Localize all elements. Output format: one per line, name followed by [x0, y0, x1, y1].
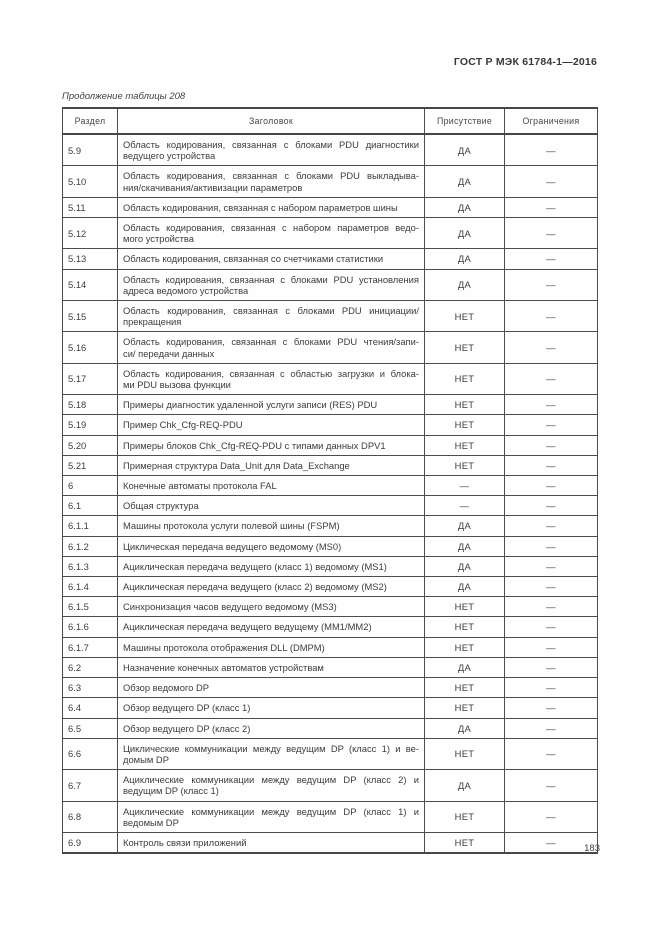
section-cell: 6.6 [63, 738, 118, 769]
restrictions-cell: — [505, 770, 598, 801]
section-cell: 5.12 [63, 218, 118, 249]
section-cell: 5.14 [63, 269, 118, 300]
table-row [63, 698, 598, 718]
section-cell: 6.3 [63, 678, 118, 698]
title-cell [118, 637, 425, 657]
title-cell [118, 249, 425, 269]
restrictions-cell: — [505, 496, 598, 516]
title-line: Ациклические коммуникации между ведущим DP (класс 2) и [123, 774, 419, 786]
presence-cell: ДА [425, 536, 505, 556]
restrictions-cell: — [505, 435, 598, 455]
restrictions-cell: — [505, 617, 598, 637]
restrictions-cell: — [505, 577, 598, 597]
table-header-row [63, 108, 598, 134]
presence-cell: НЕТ [425, 698, 505, 718]
restrictions-cell: — [505, 738, 598, 769]
section-cell: 6.1.2 [63, 536, 118, 556]
restrictions-cell: — [505, 395, 598, 415]
restrictions-cell: — [505, 134, 598, 166]
table-row [63, 617, 598, 637]
restrictions-cell: — [505, 415, 598, 435]
section-cell: 5.15 [63, 301, 118, 332]
section-cell: 6.9 [63, 832, 118, 853]
presence-cell: НЕТ [425, 363, 505, 394]
table-row [63, 476, 598, 496]
table-row [63, 637, 598, 657]
table-row [63, 496, 598, 516]
section-cell: 6.1 [63, 496, 118, 516]
section-cell: 6.2 [63, 657, 118, 677]
restrictions-cell: — [505, 166, 598, 197]
presence-cell: НЕТ [425, 455, 505, 475]
restrictions-cell: — [505, 678, 598, 698]
presence-cell: НЕТ [425, 617, 505, 637]
conformance-table [62, 107, 598, 854]
table-caption: Продолжение таблицы 208 [62, 91, 186, 102]
section-cell: 6 [63, 476, 118, 496]
title-cell [118, 166, 425, 197]
presence-cell: НЕТ [425, 801, 505, 832]
restrictions-cell: — [505, 832, 598, 853]
table-row [63, 577, 598, 597]
title-line: си/ передачи данных [123, 347, 215, 359]
title-cell [118, 415, 425, 435]
restrictions-cell: — [505, 332, 598, 363]
section-cell: 6.8 [63, 801, 118, 832]
restrictions-cell: — [505, 801, 598, 832]
presence-cell: ДА [425, 718, 505, 738]
title-cell [118, 496, 425, 516]
presence-cell: НЕТ [425, 637, 505, 657]
title-cell [118, 476, 425, 496]
presence-cell: НЕТ [425, 678, 505, 698]
table-row [63, 536, 598, 556]
table-row [63, 395, 598, 415]
presence-cell: ДА [425, 657, 505, 677]
presence-cell: НЕТ [425, 435, 505, 455]
title-line: Ациклическая передача ведущего ведущему (MM1/MM2) [123, 621, 372, 633]
section-cell: 5.19 [63, 415, 118, 435]
presence-cell: — [425, 496, 505, 516]
table-row [63, 363, 598, 394]
title-cell [118, 516, 425, 536]
section-cell: 6.1.1 [63, 516, 118, 536]
title-line: мого устройства [123, 233, 194, 245]
doc-header: ГОСТ Р МЭК 61784-1—2016 [453, 56, 597, 68]
restrictions-cell: — [505, 556, 598, 576]
restrictions-cell: — [505, 718, 598, 738]
table-row [63, 801, 598, 832]
presence-cell: ДА [425, 269, 505, 300]
table-body [63, 134, 598, 853]
section-cell: 5.16 [63, 332, 118, 363]
title-cell [118, 577, 425, 597]
title-line: Область кодирования, связанная с областью загрузки и блока- [123, 367, 419, 379]
title-line: ведущего устройства [123, 150, 216, 162]
title-cell [118, 718, 425, 738]
title-line: Обзор ведущего DP (класс 1) [123, 702, 251, 714]
title-line: ведомым DP [123, 816, 179, 828]
table-row [63, 134, 598, 166]
presence-cell: ДА [425, 516, 505, 536]
title-line: прекращения [123, 316, 182, 328]
title-cell [118, 536, 425, 556]
table-row [63, 218, 598, 249]
section-cell: 5.18 [63, 395, 118, 415]
title-line: ведущим DP (класс 1) [123, 785, 219, 797]
column-header-title: Заголовок [118, 108, 425, 134]
table-row [63, 415, 598, 435]
restrictions-cell: — [505, 637, 598, 657]
title-line: Область кодирования, связанная с блоками PDU установления [123, 273, 419, 285]
title-cell [118, 801, 425, 832]
table-row [63, 516, 598, 536]
section-cell: 6.1.7 [63, 637, 118, 657]
table-row [63, 738, 598, 769]
presence-cell: ДА [425, 197, 505, 217]
restrictions-cell: — [505, 516, 598, 536]
title-cell [118, 332, 425, 363]
title-line: Обзор ведущего DP (класс 2) [123, 722, 251, 734]
title-cell [118, 770, 425, 801]
title-line: Конечные автоматы протокола FAL [123, 480, 277, 492]
table-row [63, 269, 598, 300]
title-line: Область кодирования, связанная с блоками PDU выкладыва- [123, 170, 419, 182]
title-line: Ациклическая передача ведущего (класс 1) ведомому (MS1) [123, 560, 387, 572]
title-line: Общая структура [123, 500, 199, 512]
presence-cell: НЕТ [425, 597, 505, 617]
title-line: Область кодирования, связанная с набором параметров ведо- [123, 222, 419, 234]
restrictions-cell: — [505, 197, 598, 217]
table-row [63, 435, 598, 455]
table-row [63, 455, 598, 475]
section-cell: 6.1.6 [63, 617, 118, 637]
restrictions-cell: — [505, 476, 598, 496]
restrictions-cell: — [505, 698, 598, 718]
title-line: Ациклическая передача ведущего (класс 2) ведомому (MS2) [123, 581, 387, 593]
restrictions-cell: — [505, 597, 598, 617]
presence-cell: ДА [425, 134, 505, 166]
restrictions-cell: — [505, 536, 598, 556]
title-cell [118, 617, 425, 637]
presence-cell: ДА [425, 166, 505, 197]
title-cell [118, 455, 425, 475]
presence-cell: НЕТ [425, 301, 505, 332]
title-cell [118, 395, 425, 415]
restrictions-cell: — [505, 301, 598, 332]
presence-cell: НЕТ [425, 415, 505, 435]
section-cell: 6.1.3 [63, 556, 118, 576]
title-line: Обзор ведомого DP [123, 682, 209, 694]
title-line: адреса ведомого устройства [123, 284, 249, 296]
table-row [63, 332, 598, 363]
title-line: Ациклические коммуникации между ведущим DP (класс 1) и [123, 805, 419, 817]
title-line: Область кодирования, связанная с набором параметров шины [123, 201, 398, 213]
title-cell [118, 435, 425, 455]
section-cell: 6.7 [63, 770, 118, 801]
section-cell: 5.17 [63, 363, 118, 394]
restrictions-cell: — [505, 249, 598, 269]
presence-cell: НЕТ [425, 738, 505, 769]
presence-cell: ДА [425, 770, 505, 801]
table-row [63, 770, 598, 801]
presence-cell: — [425, 476, 505, 496]
restrictions-cell: — [505, 657, 598, 677]
section-cell: 5.20 [63, 435, 118, 455]
title-cell [118, 597, 425, 617]
section-cell: 6.1.5 [63, 597, 118, 617]
presence-cell: НЕТ [425, 832, 505, 853]
title-cell [118, 197, 425, 217]
column-header-presence: Присутствие [425, 108, 505, 134]
title-line: Примеры диагностик удаленной услуги записи (RES) PDU [123, 399, 378, 411]
title-cell [118, 556, 425, 576]
section-cell: 6.1.4 [63, 577, 118, 597]
title-line: Область кодирования, связанная с блоками PDU диагностики [123, 139, 419, 150]
title-line: Машины протокола услуги полевой шины (FSPM) [123, 520, 340, 532]
column-header-restrictions: Ограничения [505, 108, 598, 134]
title-line: Циклическая передача ведущего ведомому (MS0) [123, 540, 342, 552]
title-line: Пример Chk_Cfg-REQ-PDU [123, 419, 243, 431]
restrictions-cell: — [505, 455, 598, 475]
title-line: ния/скачивания/активизации параметров [123, 181, 303, 193]
table-row [63, 678, 598, 698]
table-row [63, 301, 598, 332]
table-row [63, 597, 598, 617]
section-cell: 6.4 [63, 698, 118, 718]
table-row [63, 718, 598, 738]
title-cell [118, 738, 425, 769]
title-line: Примерная структура Data_Unit для Data_Exchange [123, 459, 350, 471]
title-line: Контроль связи приложений [123, 836, 247, 848]
section-cell: 5.13 [63, 249, 118, 269]
title-cell [118, 678, 425, 698]
section-cell: 5.21 [63, 455, 118, 475]
title-cell [118, 269, 425, 300]
title-cell [118, 363, 425, 394]
title-line: Примеры блоков Chk_Cfg-REQ-PDU с типами данных DPV1 [123, 439, 386, 451]
title-line: ми PDU вызова функции [123, 379, 231, 391]
title-cell [118, 134, 425, 166]
title-line: Назначение конечных автоматов устройствам [123, 661, 324, 673]
title-line: Область кодирования, связанная с блоками PDU чтения/запи- [123, 336, 419, 348]
presence-cell: НЕТ [425, 332, 505, 363]
title-cell [118, 657, 425, 677]
table-row [63, 166, 598, 197]
title-line: Машины протокола отображения DLL (DMPM) [123, 641, 325, 653]
section-cell: 5.10 [63, 166, 118, 197]
table-row [63, 657, 598, 677]
title-line: Область кодирования, связанная с блоками PDU инициации/ [123, 305, 419, 317]
table-row [63, 197, 598, 217]
title-cell [118, 698, 425, 718]
title-cell [118, 301, 425, 332]
title-line: Область кодирования, связанная со счетчиками статистики [123, 253, 384, 265]
table-row [63, 249, 598, 269]
presence-cell: ДА [425, 218, 505, 249]
presence-cell: ДА [425, 556, 505, 576]
title-line: Синхронизация часов ведущего ведомому (MS3) [123, 601, 337, 613]
section-cell: 5.9 [63, 134, 118, 166]
presence-cell: ДА [425, 249, 505, 269]
restrictions-cell: — [505, 218, 598, 249]
presence-cell: НЕТ [425, 395, 505, 415]
section-cell: 5.11 [63, 197, 118, 217]
title-line: домым DP [123, 753, 169, 765]
column-header-section: Раздел [63, 108, 118, 134]
presence-cell: ДА [425, 577, 505, 597]
restrictions-cell: — [505, 363, 598, 394]
section-cell: 6.5 [63, 718, 118, 738]
page-number: 183 [584, 843, 600, 854]
restrictions-cell: — [505, 269, 598, 300]
title-line: Циклические коммуникации между ведущим DP (класс 1) и ве- [123, 742, 419, 754]
title-cell [118, 218, 425, 249]
table-row [63, 556, 598, 576]
